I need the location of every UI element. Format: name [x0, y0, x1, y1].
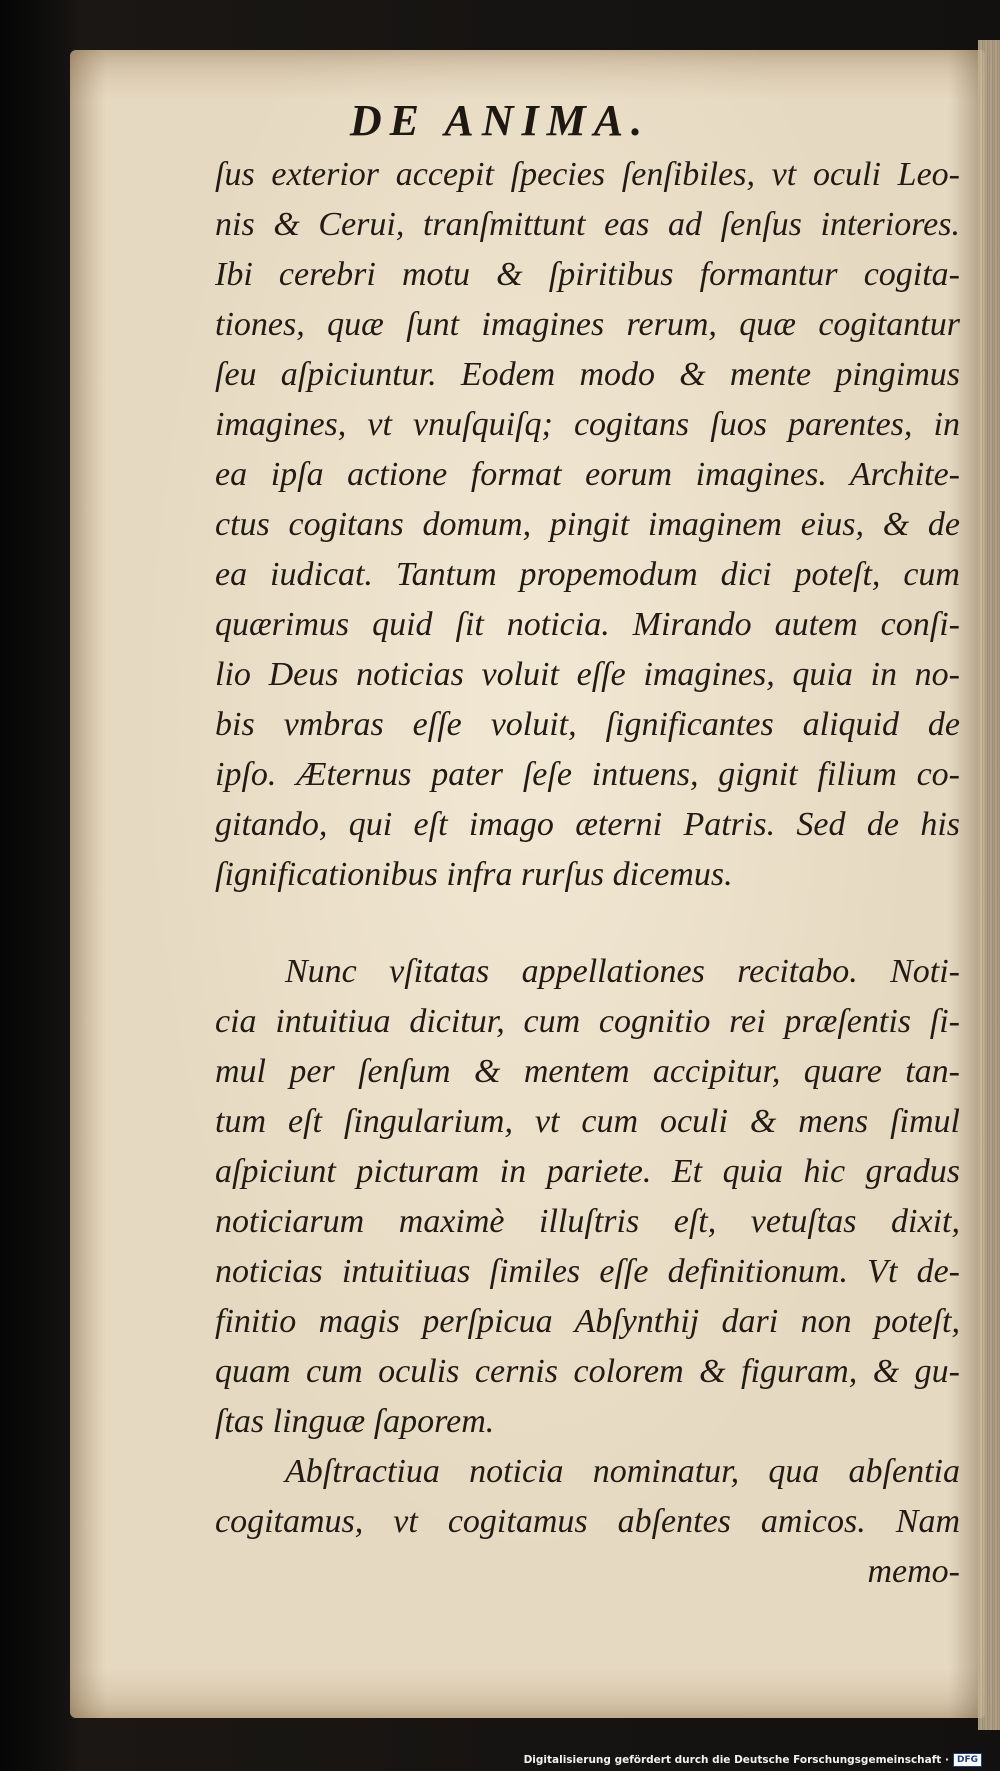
text-line: quam cum oculis cernis colorem & figuram, & gu-	[215, 1353, 960, 1390]
digitization-credit	[524, 1752, 982, 1768]
text-line: nis & Cerui, tranſmittunt eas ad ſenſus interiores.	[215, 206, 960, 243]
text-line: finitio magis perſpicua Abſynthij dari non poteſt,	[215, 1303, 960, 1340]
text-line: ipſo. Æternus pater ſeſe intuens, gignit filium co-	[215, 756, 960, 793]
text-line: ea iudicat. Tantum propemodum dici poteſt, cum	[215, 556, 960, 593]
text-line: noticias intuitiuas ſimiles eſſe definitionum. Vt de-	[215, 1253, 960, 1290]
text-line: Abſtractiua noticia nominatur, qua abſentia	[285, 1453, 960, 1490]
text-line: ſeu aſpiciuntur. Eodem modo & mente pingimus	[215, 356, 960, 393]
text-line: tum eſt ſingularium, vt cum oculi & mens ſimul	[215, 1103, 960, 1140]
text-line: ctus cogitans domum, pingit imaginem eius, & de	[215, 506, 960, 543]
paragraph-2	[215, 947, 960, 1447]
page-edges	[978, 40, 1000, 1730]
paragraph-gap	[215, 900, 960, 947]
text-line: cia intuitiua dicitur, cum cognitio rei præſentis ſi-	[215, 1003, 960, 1040]
credit-text: Digitalisierung gefördert durch die Deutsche Forschungsgemeinschaft ·	[523, 1754, 949, 1766]
paragraph-3	[215, 1447, 960, 1547]
text-line: Ibi cerebri motu & ſpiritibus formantur cogita-	[215, 256, 960, 293]
text-line: lio Deus noticias voluit eſſe imagines, quia in no-	[215, 656, 960, 693]
text-line: cogitamus, vt cogitamus abſentes amicos. Nam	[215, 1503, 960, 1540]
text-line: bis vmbras eſſe voluit, ſignificantes aliquid de	[215, 706, 960, 743]
text-line: aſpiciunt picturam in pariete. Et quia hic gradus	[215, 1153, 960, 1190]
text-line: tiones, quæ ſunt imagines rerum, quæ cogitantur	[215, 306, 960, 343]
paragraph-1	[215, 150, 960, 900]
text-line: ſignificationibus infra rurſus dicemus.	[215, 856, 733, 893]
text-line: ea ipſa actione format eorum imagines. Archite-	[215, 456, 960, 493]
text-line: gitando, qui eſt imago æterni Patris. Sed de his	[215, 806, 960, 843]
catchword: memo-	[867, 1553, 960, 1590]
text-line: noticiarum maximè illuſtris eſt, vetuſtas dixit,	[215, 1203, 960, 1240]
running-head: DE ANIMA.	[349, 96, 651, 145]
dfg-logo: DFG	[953, 1753, 982, 1767]
text-line: Nunc vſitatas appellationes recitabo. Noti-	[285, 953, 960, 990]
text-block	[215, 150, 960, 1597]
text-line: ſus exterior accepit ſpecies ſenſibiles, vt oculi Leo-	[215, 156, 960, 193]
text-line: ſtas linguæ ſaporem.	[215, 1403, 495, 1440]
text-line: quærimus quid ſit noticia. Mirando autem conſi-	[215, 606, 960, 643]
text-line: imagines, vt vnuſquiſq; cogitans ſuos parentes, in	[215, 406, 960, 443]
text-line: mul per ſenſum & mentem accipitur, quare tan-	[215, 1053, 960, 1090]
